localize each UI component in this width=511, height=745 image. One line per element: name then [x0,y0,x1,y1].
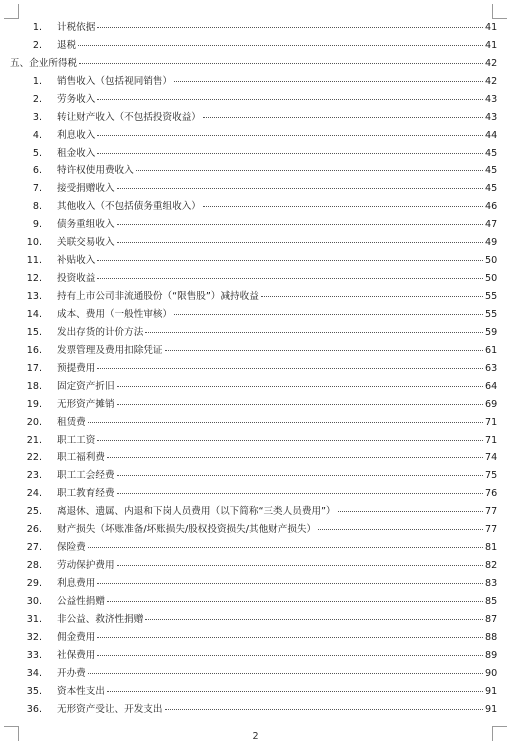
dot-leader [107,601,483,602]
toc-entry-line [57,381,497,393]
toc-entry-number: 5. [32,147,42,159]
toc-entry-line [57,560,497,572]
dot-leader [107,691,483,692]
toc-page-number: 63 [485,362,498,374]
toc-entry-number: 31. [26,613,42,625]
toc-entry-number: 2. [32,39,42,51]
toc-entry-number: 6. [32,165,42,177]
toc-entry-number: 12. [26,273,42,285]
toc-entry[interactable] [0,485,511,503]
toc-entry[interactable] [0,683,511,701]
toc-entry-title[interactable]: 职工工资 [57,434,96,446]
toc-page-number: 77 [485,524,498,536]
toc-entry-number: 7. [32,183,42,195]
toc-page-number: 64 [485,380,498,392]
toc-entry-line [57,237,497,249]
toc-entry-title[interactable]: 租金收入 [57,147,96,159]
toc-entry[interactable] [0,216,511,234]
dot-leader [97,655,483,656]
toc-entry-title[interactable]: 特许权使用费收入 [57,165,134,177]
toc-page-number: 55 [485,308,498,320]
dot-leader [97,368,483,369]
toc-page-number: 55 [485,291,498,303]
toc-entry-line [57,632,497,644]
toc-entry-title[interactable]: 投资收益 [57,273,96,285]
toc-entry-line [57,165,497,177]
toc-section-heading[interactable] [0,55,511,73]
toc-entry[interactable] [0,593,511,611]
dot-leader [97,278,483,279]
toc-entry-title[interactable]: 接受捐赠收入 [57,183,115,195]
dot-leader [78,45,483,46]
toc-page-number: 45 [485,183,498,195]
dot-leader [117,242,483,243]
toc-entry-line [57,506,497,518]
toc-entry[interactable] [0,109,511,127]
toc-entry-number: 13. [26,291,42,303]
toc-entry-title[interactable]: 资本性支出 [57,685,105,697]
toc-entry-title[interactable]: 保险费 [57,542,86,554]
toc-entry-title[interactable]: 劳务收入 [57,93,96,105]
toc-entry[interactable] [0,127,511,145]
toc-entry-line [57,435,497,447]
toc-entry-number: 10. [26,237,42,249]
toc-entry[interactable] [0,37,511,55]
dot-leader [97,440,483,441]
toc-entry[interactable] [0,396,511,414]
toc-entry-number: 2. [32,93,42,105]
toc-entry-line [57,417,497,429]
dot-leader [117,475,483,476]
toc-entry-title[interactable]: 发出存货的计价方法 [57,326,144,338]
toc-entry[interactable] [0,163,511,181]
toc-entry[interactable] [0,467,511,485]
toc-entry-number: 34. [26,667,42,679]
page-corner-mark [492,4,507,19]
table-of-contents [0,19,511,719]
toc-entry[interactable] [0,450,511,468]
toc-entry[interactable] [0,180,511,198]
toc-entry[interactable] [0,360,511,378]
toc-entry-title[interactable]: 成本、费用（一般性审核） [57,308,173,320]
toc-entry-number: 9. [32,219,42,231]
toc-entry-line [57,542,497,554]
toc-entry-number: 26. [26,524,42,536]
dot-leader [97,135,483,136]
toc-entry-line [57,273,497,285]
toc-entry-title[interactable]: 销售收入（包括视同销售） [57,75,173,87]
toc-entry-number: 1. [32,75,42,87]
dot-leader [117,188,483,189]
toc-entry-number: 24. [26,488,42,500]
toc-entry[interactable] [0,252,511,270]
dot-leader [174,81,483,82]
toc-entry-line [57,363,497,375]
toc-page-number: 85 [485,595,498,607]
dot-leader [107,457,483,458]
toc-entry-number: 14. [26,308,42,320]
dot-leader [165,709,483,710]
toc-entry[interactable] [0,503,511,521]
toc-entry[interactable] [0,145,511,163]
dot-leader [117,493,483,494]
toc-entry-line [57,327,497,339]
toc-entry-title[interactable]: 财产损失（坏账准备/坏账损失/股权投资损失/其他财产损失） [57,524,317,536]
toc-page-number: 88 [485,631,498,643]
toc-entry-title[interactable]: 固定资产折旧 [57,380,115,392]
toc-entry[interactable] [0,19,511,37]
toc-entry-number: 8. [32,201,42,213]
toc-entry-line [57,183,497,195]
toc-entry-number: 3. [32,111,42,123]
toc-entry[interactable] [0,575,511,593]
toc-page-number: 49 [485,237,498,249]
toc-entry[interactable] [0,665,511,683]
dot-leader [97,153,483,154]
toc-entry-title[interactable]: 预提费用 [57,362,96,374]
toc-page-number: 43 [485,93,498,105]
toc-entry-title[interactable]: 退税 [57,39,77,51]
toc-entry-number: 33. [26,649,42,661]
toc-entry-title[interactable]: 发票管理及费用扣除凭证 [57,344,163,356]
toc-entry-line [57,130,497,142]
toc-entry-number: 16. [26,344,42,356]
toc-page-number: 59 [485,326,498,338]
toc-page-number: 47 [485,219,498,231]
toc-entry-line [57,76,497,88]
toc-entry-line [57,40,497,52]
dot-leader [88,547,483,548]
toc-entry-number: 35. [26,685,42,697]
toc-entry-line [57,524,497,536]
toc-entry-line [10,58,497,70]
dot-leader [136,170,483,171]
toc-entry-line [57,201,497,213]
toc-entry-number: 11. [26,255,42,267]
toc-entry-line [57,112,497,124]
toc-page-number: 61 [485,344,498,356]
toc-page-number: 46 [485,201,498,213]
toc-entry[interactable] [0,378,511,396]
dot-leader [203,206,483,207]
toc-entry-line [57,470,497,482]
toc-entry-line [57,686,497,698]
toc-page-number: 87 [485,613,498,625]
toc-entry[interactable] [0,557,511,575]
toc-entry-number: 21. [26,434,42,446]
toc-entry-number: 36. [26,703,42,715]
toc-entry-title[interactable]: 劳动保护费用 [57,560,115,572]
toc-page-number: 45 [485,147,498,159]
toc-entry[interactable] [0,539,511,557]
toc-entry-line [57,488,497,500]
toc-entry-title[interactable]: 利息收入 [57,129,96,141]
toc-page-number: 91 [485,703,498,715]
toc-entry-title[interactable]: 社保费用 [57,649,96,661]
toc-entry-line [57,255,497,267]
toc-entry[interactable] [0,432,511,450]
dot-leader [117,224,483,225]
toc-entry-number: 28. [26,560,42,572]
dot-leader [79,63,483,64]
toc-entry-line [57,309,497,321]
toc-entry-title[interactable]: 其他收入（不包括债务重组收入） [57,201,201,213]
dot-leader [318,529,483,530]
dot-leader [97,99,483,100]
toc-entry-number: 4. [32,129,42,141]
toc-page-number: 90 [485,667,498,679]
toc-page-number: 89 [485,649,498,661]
toc-entry[interactable] [0,306,511,324]
toc-entry[interactable] [0,270,511,288]
toc-page-number: 71 [485,434,498,446]
toc-page-number: 74 [485,452,498,464]
toc-page-number: 50 [485,255,498,267]
dot-leader [145,332,483,333]
toc-entry-line [57,650,497,662]
toc-entry-title[interactable]: 佣金费用 [57,631,96,643]
toc-page-number: 41 [485,21,498,33]
toc-entry-line [57,148,497,160]
toc-entry-title[interactable]: 离退休、遗属、内退和下岗人员费用（以下简称“三类人员费用”） [57,506,336,518]
toc-entry-title[interactable]: 开办费 [57,667,86,679]
dot-leader [97,260,483,261]
toc-entry-number: 30. [26,595,42,607]
toc-entry-line [57,22,497,34]
dot-leader [117,386,483,387]
dot-leader [145,619,483,620]
toc-entry-title[interactable]: 债务重组收入 [57,219,115,231]
page-number: 2 [252,731,259,742]
toc-entry-title[interactable]: 租赁费 [57,416,86,428]
toc-entry-title[interactable]: 公益性捐赠 [57,595,105,607]
toc-entry-line [57,578,497,590]
toc-entry-title[interactable]: 利息费用 [57,578,96,590]
toc-entry-number: 17. [26,362,42,374]
toc-page-number: 76 [485,488,498,500]
dot-leader [174,314,483,315]
toc-entry-title[interactable]: 职工教育经费 [57,488,115,500]
toc-entry[interactable] [0,342,511,360]
toc-entry-line [57,291,497,303]
toc-entry-title[interactable]: 职工福利费 [57,452,105,464]
toc-entry[interactable] [0,611,511,629]
toc-entry[interactable] [0,324,511,342]
toc-entry-line [57,596,497,608]
toc-entry-title[interactable]: 无形资产受让、开发支出 [57,703,163,715]
toc-entry-line [57,614,497,626]
toc-page-number: 42 [485,57,498,69]
toc-entry-title[interactable]: 关联交易收入 [57,237,115,249]
toc-entry-line [57,704,497,716]
toc-entry[interactable] [0,73,511,91]
dot-leader [117,404,483,405]
dot-leader [261,296,483,297]
toc-entry[interactable] [0,198,511,216]
toc-entry-number: 23. [26,470,42,482]
toc-entry-number: 20. [26,416,42,428]
toc-page-number: 71 [485,416,498,428]
toc-entry[interactable] [0,91,511,109]
toc-entry-line [57,668,497,680]
toc-entry-line [57,94,497,106]
toc-entry-number: 27. [26,542,42,554]
dot-leader [165,350,483,351]
dot-leader [88,422,483,423]
toc-entry[interactable] [0,234,511,252]
toc-page-number: 91 [485,685,498,697]
toc-page-number: 81 [485,542,498,554]
toc-entry[interactable] [0,521,511,539]
toc-entry-number: 25. [26,506,42,518]
dot-leader [97,637,483,638]
toc-entry[interactable] [0,288,511,306]
toc-page-number: 77 [485,506,498,518]
toc-entry-number: 29. [26,578,42,590]
dot-leader [117,565,483,566]
toc-entry[interactable] [0,414,511,432]
toc-entry-number: 15. [26,326,42,338]
toc-entry[interactable] [0,647,511,665]
toc-page-number: 50 [485,273,498,285]
toc-entry-number: 18. [26,380,42,392]
toc-entry-title[interactable]: 非公益、救济性捐赠 [57,613,144,625]
toc-entry-number: 32. [26,631,42,643]
dot-leader [97,27,483,28]
dot-leader [203,117,483,118]
toc-page-number: 83 [485,578,498,590]
toc-entry-line [57,219,497,231]
toc-entry[interactable] [0,629,511,647]
toc-entry-number: 1. [32,21,42,33]
toc-entry-title[interactable]: 无形资产摊销 [57,398,115,410]
dot-leader [338,511,483,512]
toc-entry-line [57,452,497,464]
toc-page-number: 75 [485,470,498,482]
toc-entry[interactable] [0,701,511,719]
toc-page-number: 45 [485,165,498,177]
toc-entry-line [57,345,497,357]
toc-page-number: 82 [485,560,498,572]
toc-entry-number: 22. [26,452,42,464]
toc-entry-line [57,399,497,411]
toc-entry-title[interactable]: 转让财产收入（不包括投资收益） [57,111,201,123]
toc-page-number: 42 [485,75,498,87]
dot-leader [88,673,483,674]
toc-page-number: 41 [485,39,498,51]
toc-page-number: 43 [485,111,498,123]
dot-leader [97,583,483,584]
toc-entry-title[interactable]: 持有上市公司非流通股份（“限售股”）减持收益 [57,291,259,303]
toc-entry-title[interactable]: 五、企业所得税 [10,57,78,69]
toc-page-number: 44 [485,129,498,141]
toc-entry-title[interactable]: 计税依据 [57,21,96,33]
toc-entry-title[interactable]: 补贴收入 [57,255,96,267]
page-corner-mark [4,4,19,19]
toc-entry-title[interactable]: 职工工会经费 [57,470,115,482]
toc-entry-number: 19. [26,398,42,410]
toc-page-number: 69 [485,398,498,410]
